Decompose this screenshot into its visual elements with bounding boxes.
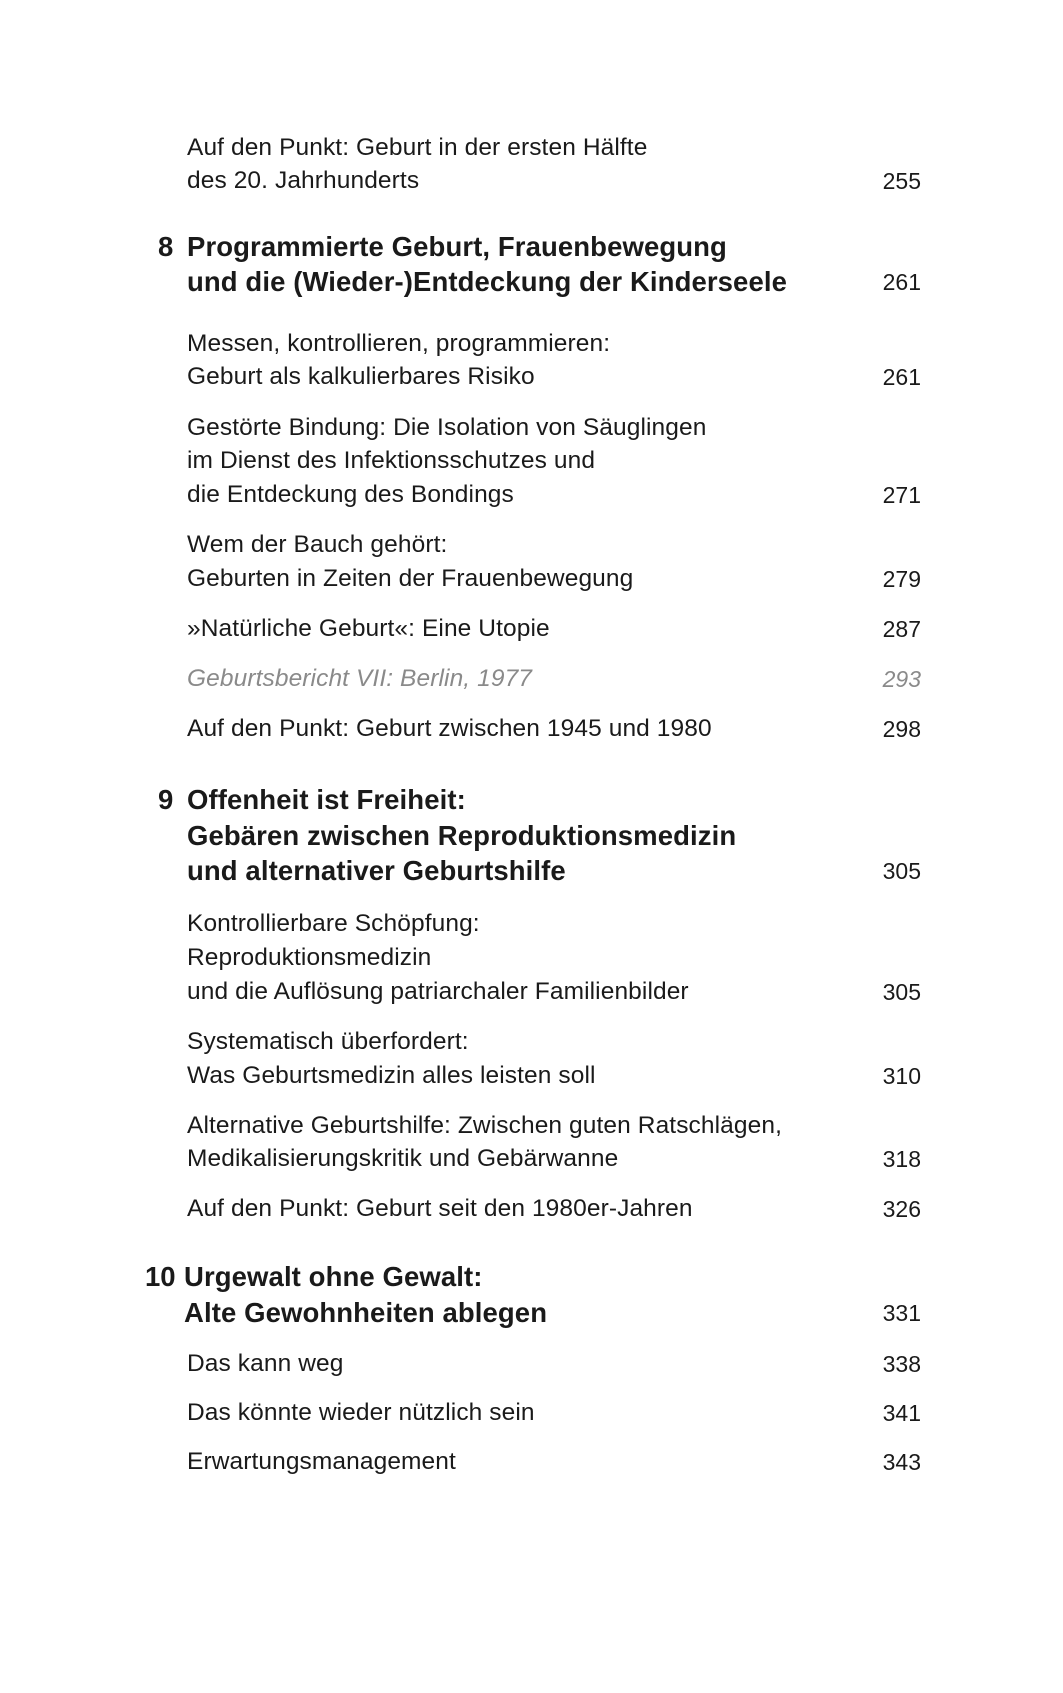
- toc-entry-title-line: Erwartungsmanagement: [187, 1448, 456, 1475]
- toc-entry-title-line: Reproduktionsmedizin: [187, 944, 432, 971]
- toc-entry-title-line: Auf den Punkt: Geburt zwischen 1945 und 1980: [187, 715, 712, 742]
- toc-entry-title-line: und die Auflösung patriarchaler Familienbilder: [187, 978, 689, 1005]
- toc-page-number: 341: [882, 1400, 921, 1426]
- toc-entry-title-line: Geburtsbericht VII: Berlin, 1977: [187, 665, 533, 692]
- chapter-number: 8: [158, 231, 174, 262]
- chapter-title-line: Programmierte Geburt, Frauenbewegung: [187, 231, 727, 262]
- toc-page-number: 338: [882, 1351, 921, 1377]
- chapter-title-line: Alte Gewohnheiten ablegen: [184, 1297, 548, 1328]
- toc-entry-title-line: Geburt als kalkulierbares Risiko: [187, 363, 535, 390]
- toc-page-number: 287: [882, 616, 921, 642]
- toc-entry-title-line: im Dienst des Infektionsschutzes und: [187, 447, 596, 474]
- toc-entry-title-line: Das könnte wieder nützlich sein: [187, 1399, 535, 1426]
- toc-page-number: 305: [882, 979, 921, 1005]
- chapter-title-line: Offenheit ist Freiheit:: [187, 784, 466, 815]
- toc-page-number: 305: [882, 858, 921, 884]
- toc-page-number: 261: [882, 269, 921, 295]
- toc-entry-title-line: Gestörte Bindung: Die Isolation von Säuglingen: [187, 414, 707, 441]
- toc-page-number: 310: [882, 1063, 921, 1089]
- toc-entry-title-line: Auf den Punkt: Geburt seit den 1980er-Jahren: [187, 1195, 693, 1222]
- toc-page-number: 271: [882, 482, 921, 508]
- toc-entry-title-line: Systematisch überfordert:: [187, 1028, 469, 1055]
- chapter-title-line: und die (Wieder-)Entdeckung der Kinderseele: [187, 266, 787, 297]
- toc-entry-title-line: des 20. Jahrhunderts: [187, 167, 420, 194]
- chapter-title-line: Gebären zwischen Reproduktionsmedizin: [187, 820, 737, 851]
- chapter-number: 9: [158, 784, 174, 815]
- toc-entry-title-line: Messen, kontrollieren, programmieren:: [187, 330, 611, 357]
- toc-entry-title-line: Auf den Punkt: Geburt in der ersten Hälfte: [187, 134, 648, 161]
- toc-entry-title-line: die Entdeckung des Bondings: [187, 481, 514, 508]
- toc-page-number: 326: [882, 1196, 921, 1222]
- toc-entry-title-line: Geburten in Zeiten der Frauenbewegung: [187, 565, 634, 592]
- toc-entry-title-line: Was Geburtsmedizin alles leisten soll: [187, 1062, 596, 1089]
- toc-page-number: 343: [882, 1449, 921, 1475]
- chapter-title-line: und alternativer Geburtshilfe: [187, 855, 566, 886]
- toc-entry-title-line: Wem der Bauch gehört:: [187, 531, 448, 558]
- toc-page-number: 279: [882, 566, 921, 592]
- toc-entry-title-line: Medikalisierungskritik und Gebärwanne: [187, 1145, 619, 1172]
- toc-page-number: 293: [882, 666, 921, 692]
- chapter-number: 10: [145, 1261, 176, 1292]
- toc-page-number: 318: [882, 1146, 921, 1172]
- chapter-title-line: Urgewalt ohne Gewalt:: [184, 1261, 483, 1292]
- toc-entry-title-line: Alternative Geburtshilfe: Zwischen guten Ratschlägen,: [187, 1112, 782, 1139]
- toc-entry-title-line: »Natürliche Geburt«: Eine Utopie: [187, 615, 550, 642]
- toc-page-number: 261: [882, 364, 921, 390]
- toc-page-number: 255: [882, 168, 921, 194]
- toc-entry-title-line: Das kann weg: [187, 1350, 344, 1377]
- toc-page-number: 331: [882, 1300, 921, 1326]
- toc-entry-title-line: Kontrollierbare Schöpfung:: [187, 910, 480, 937]
- toc-page-number: 298: [882, 716, 921, 742]
